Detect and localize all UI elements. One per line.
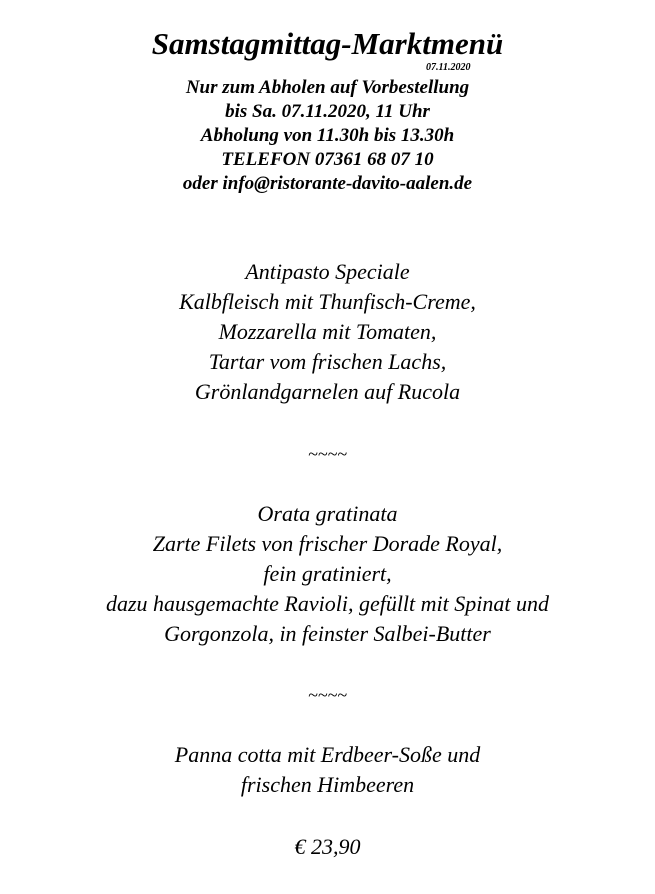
course-line: dazu hausgemachte Ravioli, gefüllt mit Spinat und — [105, 591, 549, 616]
info-line-pickup-time: Abholung von 11.30h bis 13.30h — [200, 125, 455, 146]
course-line: Grönlandgarnelen auf Rucola — [194, 379, 461, 404]
info-line-phone: TELEFON 07361 68 07 10 — [221, 149, 434, 170]
order-info — [0, 76, 655, 196]
date-note: 07.11.2020 — [426, 62, 471, 73]
course-main — [0, 499, 655, 649]
course-line: frischen Himbeeren — [240, 772, 415, 797]
info-line-preorder: Nur zum Abholen auf Vorbestellung — [185, 77, 470, 98]
info-line-email: oder info@ristorante-davito-aalen.de — [182, 173, 473, 194]
course-title: Panna cotta mit Erdbeer-Soße und — [174, 742, 481, 767]
course-line: Tartar vom frischen Lachs, — [208, 349, 447, 374]
course-title: Antipasto Speciale — [245, 259, 410, 284]
course-line: Zarte Filets von frischer Dorade Royal, — [152, 531, 503, 556]
course-line: Gorgonzola, in feinster Salbei-Butter — [164, 621, 491, 646]
menu-title: Samstagmittag-Marktmenü — [151, 26, 504, 61]
course-antipasto — [0, 257, 655, 407]
course-separator: ~~~~ — [308, 685, 347, 705]
menu-price: € 23,90 — [294, 834, 361, 859]
info-line-deadline: bis Sa. 07.11.2020, 11 Uhr — [225, 101, 430, 122]
course-title: Orata gratinata — [257, 501, 398, 526]
course-dessert — [0, 740, 655, 800]
course-line: Kalbfleisch mit Thunfisch-Creme, — [179, 289, 476, 314]
course-separator: ~~~~ — [308, 444, 347, 464]
course-line: Mozzarella mit Tomaten, — [218, 319, 437, 344]
course-line: fein gratiniert, — [263, 561, 392, 586]
